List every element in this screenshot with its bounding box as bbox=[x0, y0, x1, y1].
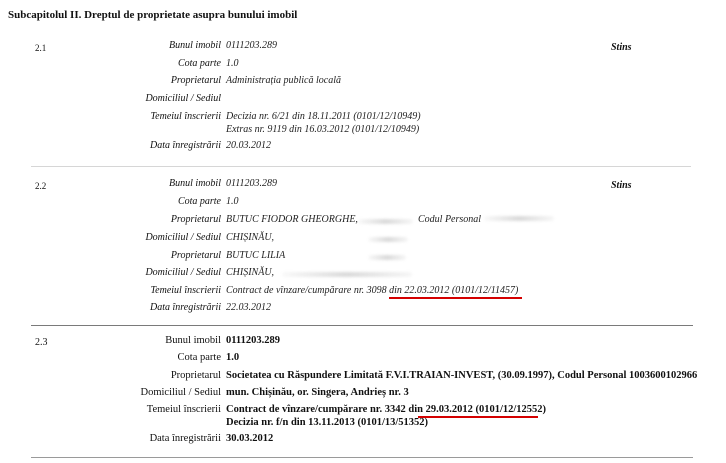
row-bunul bbox=[0, 178, 726, 194]
label-bunul: Bunul imobil bbox=[169, 178, 221, 189]
label-bunul: Bunul imobil bbox=[169, 40, 221, 51]
label-cota: Cota parte bbox=[177, 196, 221, 207]
row-data bbox=[0, 302, 726, 318]
value-temeiul-2: Extras nr. 9119 din 16.03.2012 (0101/12/10949) bbox=[226, 124, 420, 135]
row-cota bbox=[0, 58, 726, 74]
label-proprietarul: Proprietarul bbox=[170, 214, 221, 225]
value-temeiul-1: Decizia nr. 6/21 din 18.11.2011 (0101/12/10949) bbox=[226, 111, 421, 122]
row-proprietarul bbox=[0, 75, 726, 91]
label-bunul: Bunul imobil bbox=[165, 335, 221, 346]
value-bunul: 0111203.289 bbox=[226, 40, 278, 51]
redacted-text bbox=[368, 237, 408, 242]
value-domiciliul-2: CHIȘINĂU, bbox=[226, 267, 275, 278]
redacted-text bbox=[484, 216, 554, 221]
label-temeiul: Temeiul înscrierii bbox=[146, 404, 221, 415]
label-proprietarul: Proprietarul bbox=[170, 370, 221, 381]
value-codul-personal-label: Codul Personal bbox=[418, 214, 482, 225]
label-domiciliul: Domiciliul / Sediul bbox=[140, 387, 221, 398]
value-domiciliul: mun. Chișinău, or. Singera, Andrieș nr. 3 bbox=[226, 387, 409, 398]
value-bunul: 0111203.289 bbox=[226, 178, 278, 189]
redacted-text bbox=[358, 219, 413, 224]
label-cota: Cota parte bbox=[177, 352, 221, 363]
divider bbox=[31, 166, 691, 167]
label-data: Data înregistrării bbox=[149, 140, 221, 151]
value-cota: 1.0 bbox=[226, 196, 239, 207]
row-domiciliul bbox=[0, 93, 726, 109]
value-domiciliul-1: CHIȘINĂU, bbox=[226, 232, 275, 243]
row-bunul bbox=[0, 335, 726, 351]
value-proprietarul-2: BUTUC LILIA bbox=[226, 250, 286, 261]
row-temeiul-2 bbox=[0, 417, 726, 433]
value-proprietarul-1: BUTUC FIODOR GHEORGHE, bbox=[226, 214, 358, 225]
row-cota bbox=[0, 352, 726, 368]
entry-number: 2.3 bbox=[35, 337, 48, 348]
label-cota: Cota parte bbox=[177, 58, 221, 69]
row-data bbox=[0, 433, 726, 449]
value-proprietarul: Administrația publică locală bbox=[226, 75, 341, 86]
value-bunul: 0111203.289 bbox=[226, 335, 280, 346]
value-data: 20.03.2012 bbox=[226, 140, 271, 151]
entry-number: 2.1 bbox=[35, 43, 47, 53]
value-temeiul: Contract de vînzare/cumpărare nr. 3098 din 22.03.2012 (0101/12/11457) bbox=[226, 285, 519, 296]
row-cota bbox=[0, 196, 726, 212]
status-badge: Stins bbox=[611, 42, 632, 53]
value-data: 30.03.2012 bbox=[226, 433, 274, 444]
divider bbox=[31, 325, 693, 326]
label-domiciliul: Domiciliul / Sediul bbox=[145, 93, 221, 104]
redacted-text bbox=[282, 272, 412, 277]
section-title: Subcapitolul II. Dreptul de proprietate asupra bunului imobil bbox=[8, 9, 298, 21]
label-temeiul: Temeiul înscrierii bbox=[150, 285, 221, 296]
row-proprietarul-2 bbox=[0, 250, 726, 266]
label-domiciliul: Domiciliul / Sediul bbox=[145, 232, 221, 243]
status-badge: Stins bbox=[611, 180, 632, 191]
label-domiciliul: Domiciliul / Sediul bbox=[145, 267, 221, 278]
row-proprietarul bbox=[0, 370, 726, 386]
divider bbox=[31, 457, 693, 458]
label-proprietarul: Proprietarul bbox=[170, 250, 221, 261]
row-temeiul bbox=[0, 285, 726, 301]
label-proprietarul: Proprietarul bbox=[170, 75, 221, 86]
red-underline bbox=[389, 297, 522, 299]
entry-number: 2.2 bbox=[35, 181, 47, 191]
label-data: Data înregistrării bbox=[149, 302, 221, 313]
redacted-text bbox=[368, 255, 406, 260]
row-bunul bbox=[0, 40, 726, 56]
row-data bbox=[0, 140, 726, 156]
label-temeiul: Temeiul înscrierii bbox=[150, 111, 221, 122]
row-domiciliul-1 bbox=[0, 232, 726, 248]
value-proprietarul: Societatea cu Răspundere Limitată F.V.I.TRAIAN-INVEST, (30.09.1997), Codul Personal 1003600102966 bbox=[226, 370, 698, 381]
row-domiciliul bbox=[0, 387, 726, 403]
row-temeiul-2 bbox=[0, 124, 726, 140]
value-temeiul-2: Decizia nr. f/n din 13.11.2013 (0101/13/51352) bbox=[226, 417, 429, 428]
value-temeiul-1: Contract de vînzare/cumpărare nr. 3342 din 29.03.2012 (0101/12/12552) bbox=[226, 404, 547, 415]
value-cota: 1.0 bbox=[226, 58, 239, 69]
value-cota: 1.0 bbox=[226, 352, 240, 363]
value-data: 22.03.2012 bbox=[226, 302, 271, 313]
label-data: Data înregistrării bbox=[149, 433, 221, 444]
